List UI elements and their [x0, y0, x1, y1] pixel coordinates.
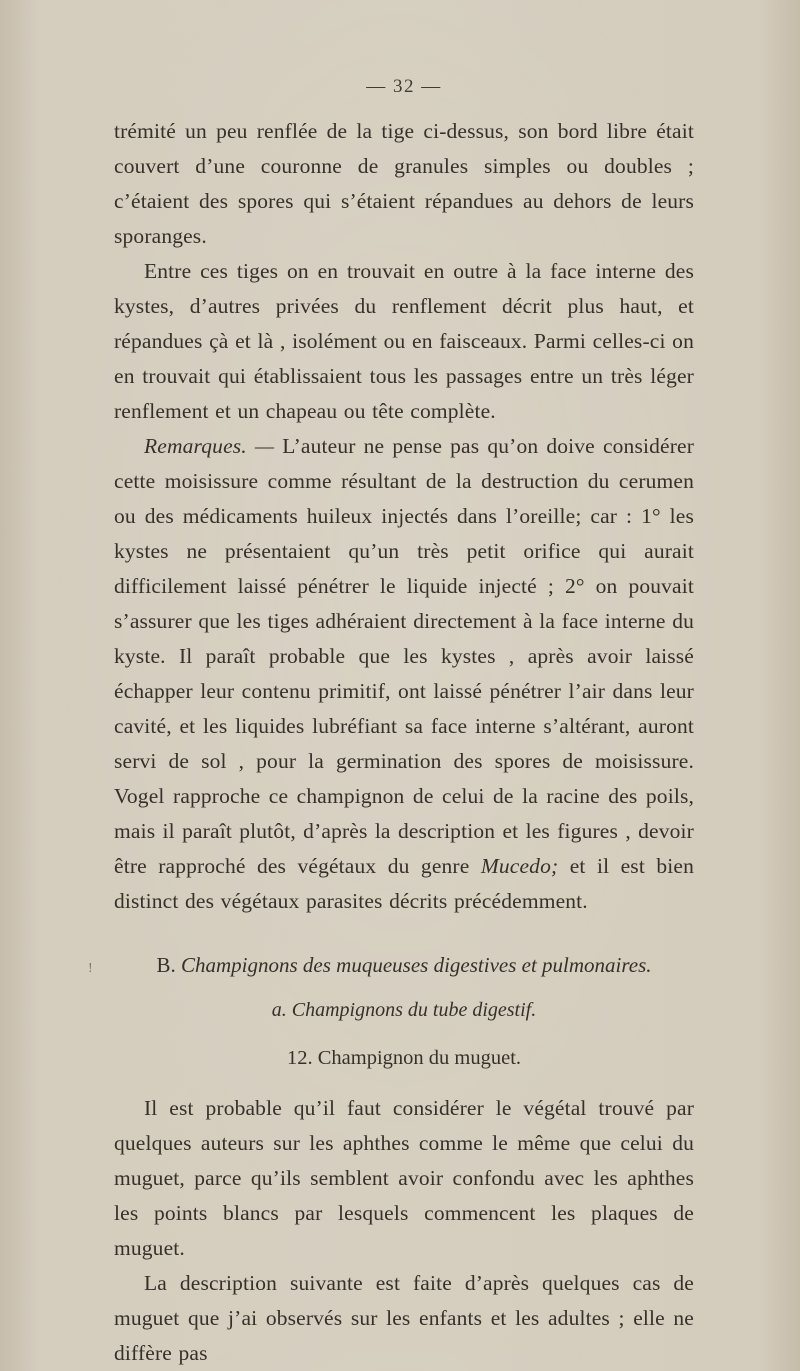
paragraph-description: La description suivante est faite d’après quelques cas de muguet que j’ai observés sur les enfants et les adultes ; elle ne diffère pas: [114, 1271, 694, 1365]
paragraph-continuation: trémité un peu renflée de la tige ci-dessus, son bord libre était couvert d’une couronne de granules simples ou doubles ; c’étaient des spores qui s’étaient répandues au dehors de leurs sporanges.: [114, 119, 694, 248]
paragraph-remarques: [114, 429, 694, 919]
subsection-a-title: Champignons du tube digestif.: [286, 999, 537, 1021]
section-heading-b: [88, 949, 694, 981]
section-b-title: Champignons des muqueuses digestives et pulmonaires.: [175, 953, 652, 977]
page-number: — 32 —: [366, 76, 442, 97]
book-page: [88, 0, 695, 1371]
section-b-label: B.: [156, 953, 176, 977]
paragraph-kystes: Entre ces tiges on en trouvait en outre à la face interne des kystes, d’autres privées du renflement décrit plus haut, et répandues çà et là , isolément ou en faisceaux. Parmi celles-ci on en trouvait qui établissaient tous les passages entre un très léger renflement et un chapeau ou tête complète.: [114, 259, 694, 423]
remarques-body-1: L’auteur ne pense pas qu’on doive considérer cette moisissure comme résultant de la destruction du cerumen ou des médicaments huileux injectés dans l’oreille; car : 1° les kystes ne présentaient qu’un très petit orifice qui aurait difficilement laissé pénétrer le liquide injecté ; 2° on pouvait s’assurer que les tiges adhéraient directement à la face interne du kyste. Il paraît probable que les kystes , après avoir laissé échapper leur contenu primitif, ont laissé pénétrer l’air dans leur cavité, et les liquides lubréfiant sa face interne s’altérant, auront servi de sol , pour la germination des spores de moisissure. Vogel rapproche ce champignon de celui de la racine des poils, mais il paraît plutôt, d’après la description et les figures , devoir être rapproché des végétaux du genre: [114, 434, 695, 878]
subsection-heading-a: [114, 995, 694, 1025]
margin-ink-mark: !: [88, 961, 93, 976]
subsection-a-label: a.: [271, 999, 287, 1021]
paragraph-aphthes: Il est probable qu’il faut considérer le végétal trouvé par quelques auteurs sur les aphthes comme le même que celui du muguet, parce qu’ils semblent avoir confondu avec les aphthes les points blancs par lesquels commencent les plaques de muguet.: [114, 1096, 694, 1260]
genus-name: Mucedo;: [480, 854, 559, 878]
remarques-body-2: et il est bien distinct des végétaux parasites décrits précédemment.: [114, 854, 694, 913]
remarques-lead: Remarques. —: [144, 434, 275, 458]
item-heading-12: 12. Champignon du muguet.: [286, 1047, 522, 1069]
